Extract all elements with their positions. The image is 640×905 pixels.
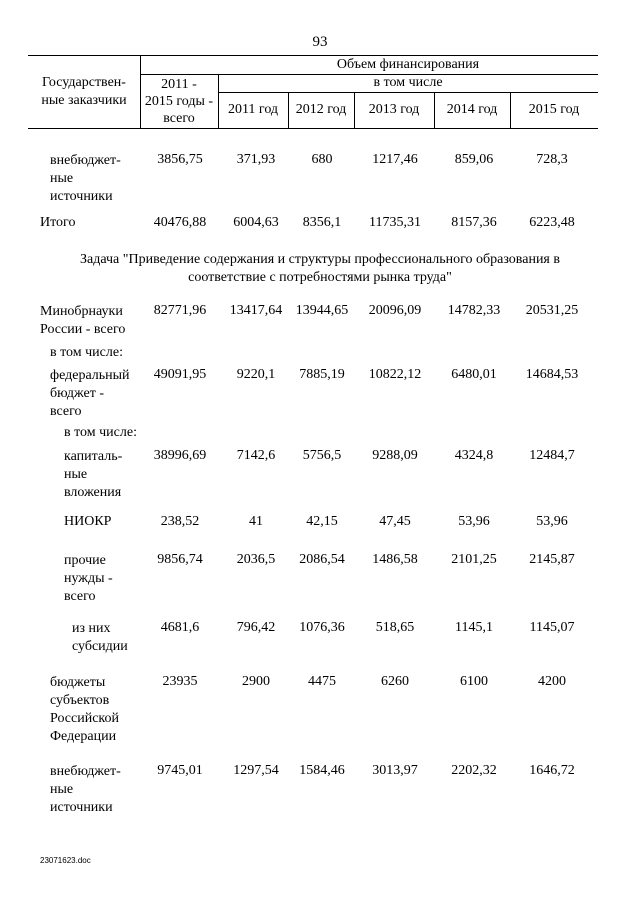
cell-value: 9220,1 <box>236 367 276 382</box>
cell-value: 6004,63 <box>233 215 279 230</box>
cell-value: 82771,96 <box>153 303 207 318</box>
header-year: 2015 год <box>528 102 580 117</box>
cell-value: 20531,25 <box>525 303 579 318</box>
cell-value: 41 <box>249 514 263 529</box>
header-bottom-rule <box>28 128 598 129</box>
cell-value: 10822,12 <box>368 367 422 382</box>
header-including-rule <box>218 92 598 93</box>
cell-value: 40476,88 <box>153 215 207 230</box>
task-title: Задача "Приведение содержания и структуры профессионального образования в соответствие с потребностями рынка труда" <box>80 252 560 285</box>
header-year: 2011 год <box>227 102 279 117</box>
cell-value: 9856,74 <box>157 552 203 567</box>
footer-filename: 23071623.doc <box>40 856 91 865</box>
row-label: Итого <box>40 215 76 230</box>
row-label: из них субсидии <box>72 621 128 654</box>
header-year: 2013 год <box>368 102 420 117</box>
cell-value: 53,96 <box>536 514 568 529</box>
cell-value: 11735,31 <box>369 215 421 230</box>
cell-value: 1145,07 <box>529 620 575 635</box>
header-customers: Государствен- ные заказчики <box>41 75 127 108</box>
cell-value: 53,96 <box>458 514 490 529</box>
cell-value: 238,52 <box>160 514 200 529</box>
row-label: НИОКР <box>64 514 112 529</box>
cell-value: 47,45 <box>379 514 411 529</box>
subgroup-label: в том числе: <box>64 425 137 440</box>
cell-value: 1646,72 <box>529 763 575 778</box>
cell-value: 518,65 <box>375 620 415 635</box>
row-label: внебюджет- ные источники <box>50 764 121 815</box>
cell-value: 42,15 <box>306 514 338 529</box>
cell-value: 14684,53 <box>525 367 579 382</box>
cell-value: 13944,65 <box>295 303 349 318</box>
cell-value: 1486,58 <box>372 552 418 567</box>
cell-value: 2036,5 <box>236 552 276 567</box>
cell-value: 371,93 <box>236 152 276 167</box>
cell-value: 7885,19 <box>299 367 345 382</box>
cell-value: 4324,8 <box>454 448 494 463</box>
cell-value: 6223,48 <box>529 215 575 230</box>
header-funding-volume: Объем финансирования <box>336 57 480 72</box>
cell-value: 9745,01 <box>157 763 203 778</box>
cell-value: 6480,01 <box>451 367 497 382</box>
row-label: Минобрнауки России - всего <box>40 304 126 337</box>
cell-value: 2900 <box>242 674 270 689</box>
cell-value: 2086,54 <box>299 552 345 567</box>
cell-value: 38996,69 <box>153 448 207 463</box>
row-label: прочие нужды - всего <box>64 553 113 604</box>
header-top-rule <box>28 55 598 56</box>
header-including: в том числе <box>373 75 443 90</box>
cell-value: 20096,09 <box>368 303 422 318</box>
cell-value: 2145,87 <box>529 552 575 567</box>
cell-value: 1584,46 <box>299 763 345 778</box>
cell-value: 1076,36 <box>299 620 345 635</box>
cell-value: 4200 <box>538 674 566 689</box>
cell-value: 1297,54 <box>233 763 279 778</box>
header-year: 2012 год <box>295 102 347 117</box>
row-label: бюджеты субъектов Российской Федерации <box>50 675 119 744</box>
cell-value: 8157,36 <box>451 215 497 230</box>
cell-value: 728,3 <box>536 152 568 167</box>
header-year: 2014 год <box>446 102 498 117</box>
header-total-period: 2011 - 2015 годы - всего <box>144 77 214 126</box>
cell-value: 14782,33 <box>447 303 501 318</box>
cell-value: 6100 <box>460 674 488 689</box>
cell-value: 13417,64 <box>229 303 283 318</box>
cell-value: 2202,32 <box>451 763 497 778</box>
cell-value: 796,42 <box>236 620 276 635</box>
page-number: 93 <box>312 34 328 50</box>
cell-value: 3856,75 <box>157 152 203 167</box>
cell-value: 3013,97 <box>372 763 418 778</box>
cell-value: 12484,7 <box>529 448 575 463</box>
cell-value: 8356,1 <box>302 215 342 230</box>
cell-value: 4475 <box>308 674 336 689</box>
cell-value: 2101,25 <box>451 552 497 567</box>
cell-value: 1217,46 <box>372 152 418 167</box>
cell-value: 5756,5 <box>302 448 342 463</box>
cell-value: 49091,95 <box>153 367 207 382</box>
cell-value: 1145,1 <box>455 620 493 635</box>
cell-value: 6260 <box>381 674 409 689</box>
cell-value: 859,06 <box>454 152 494 167</box>
cell-value: 23935 <box>162 674 198 689</box>
cell-value: 7142,6 <box>236 448 276 463</box>
cell-value: 9288,09 <box>372 448 418 463</box>
row-label: федеральный бюджет - всего <box>50 368 130 419</box>
cell-value: 680 <box>311 152 333 167</box>
row-label: капиталь- ные вложения <box>64 449 123 500</box>
row-label: внебюджет- ные источники <box>50 153 121 204</box>
cell-value: 4681,6 <box>160 620 200 635</box>
subgroup-label: в том числе: <box>50 345 123 360</box>
